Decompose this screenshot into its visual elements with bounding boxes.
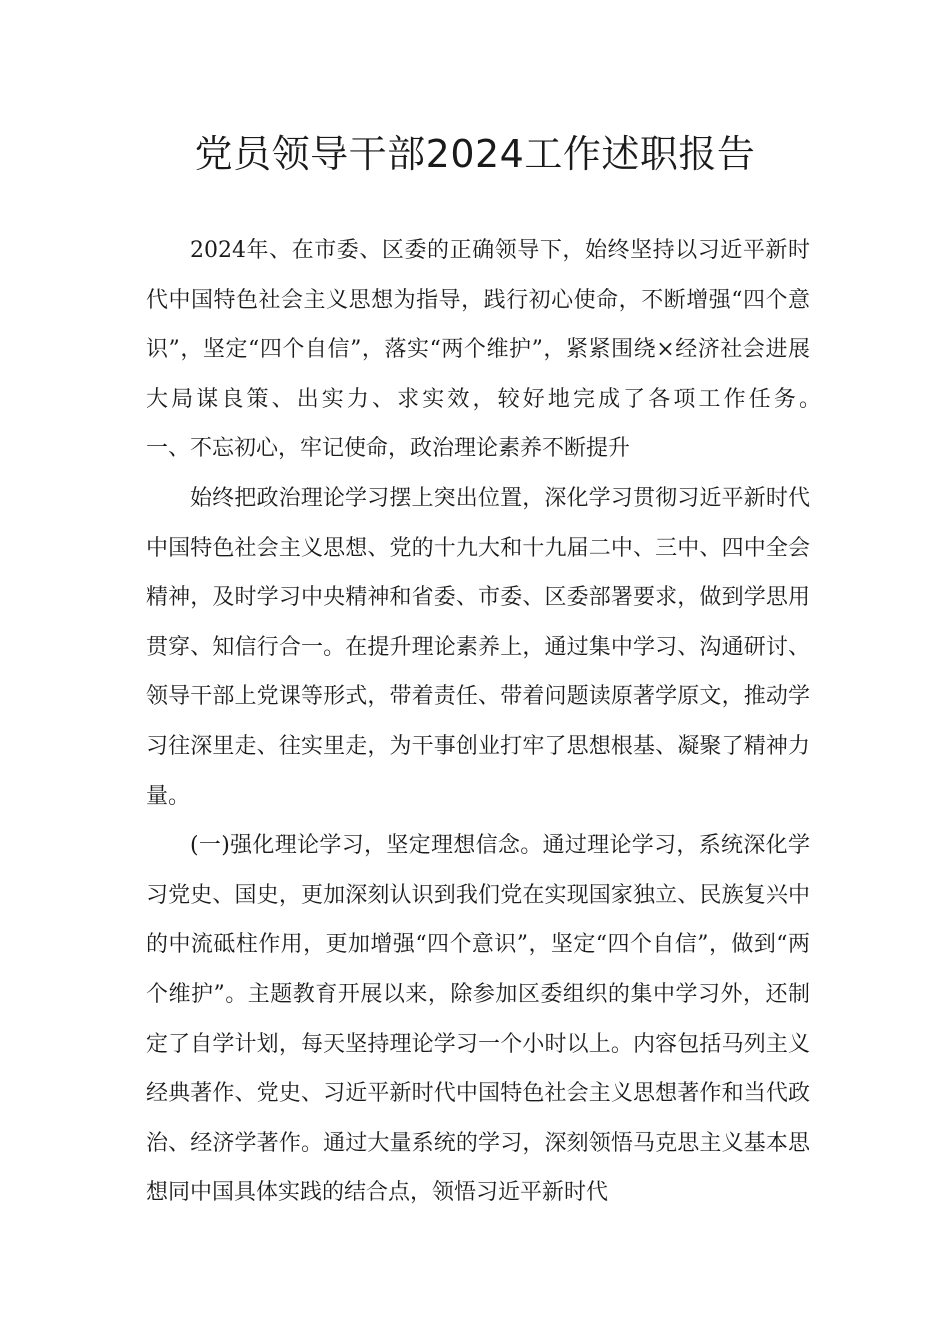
paragraph-intro: 2024年、在市委、区委的正确领导下，始终坚持以习近平新时代中国特色社会主义思想为指导，践行初心使命，不断增强“四个意识”，坚定“四个自信”，落实“两个维护”，紧紧围绕×经济社会进展大局谋良策、出实力、求实效，较好地完成了各项工作任务。 一、不忘初心，牢记使命，政治理论素养不断提升 [146, 238, 855, 462]
paragraph-theory-study: 始终把政治理论学习摆上突出位置，深化学习贯彻习近平新时代中国特色社会主义思想、党的十九大和十九届二中、三中、四中全会精神，及时学习中央精神和省委、市委、区委部署要求，做到学思用贯穿、知信行合一。在提升理论素养上，通过集中学习、沟通研讨、领导干部上党课等形式，带着责任、带着问题读原著学原文，推动学习往深里走、往实里走，为干事创业打牢了思想根基、凝聚了精神力量。 [146, 485, 810, 809]
document-body [146, 226, 855, 1218]
paragraph-strengthen-learning: (一)强化理论学习，坚定理想信念。通过理论学习，系统深化学习党史、国史，更加深刻认识到我们党在实现国家独立、民族复兴中的中流砥柱作用，更加增强“四个意识”，坚定“四个自信”，做到“两个维护”。主题教育开展以来，除参加区委组织的集中学习外，还制定了自学计划，每天坚持理论学习一个小时以上。内容包括马列主义经典著作、党史、习近平新时代中国特色社会主义思想著作和当代政治、经济学著作。通过大量系统的学习，深刻领悟马克思主义基本思想同中国具体实践的结合点，领悟习近平新时代 [146, 833, 810, 1206]
document-title: 党员领导干部2024工作述职报告 [194, 132, 756, 176]
